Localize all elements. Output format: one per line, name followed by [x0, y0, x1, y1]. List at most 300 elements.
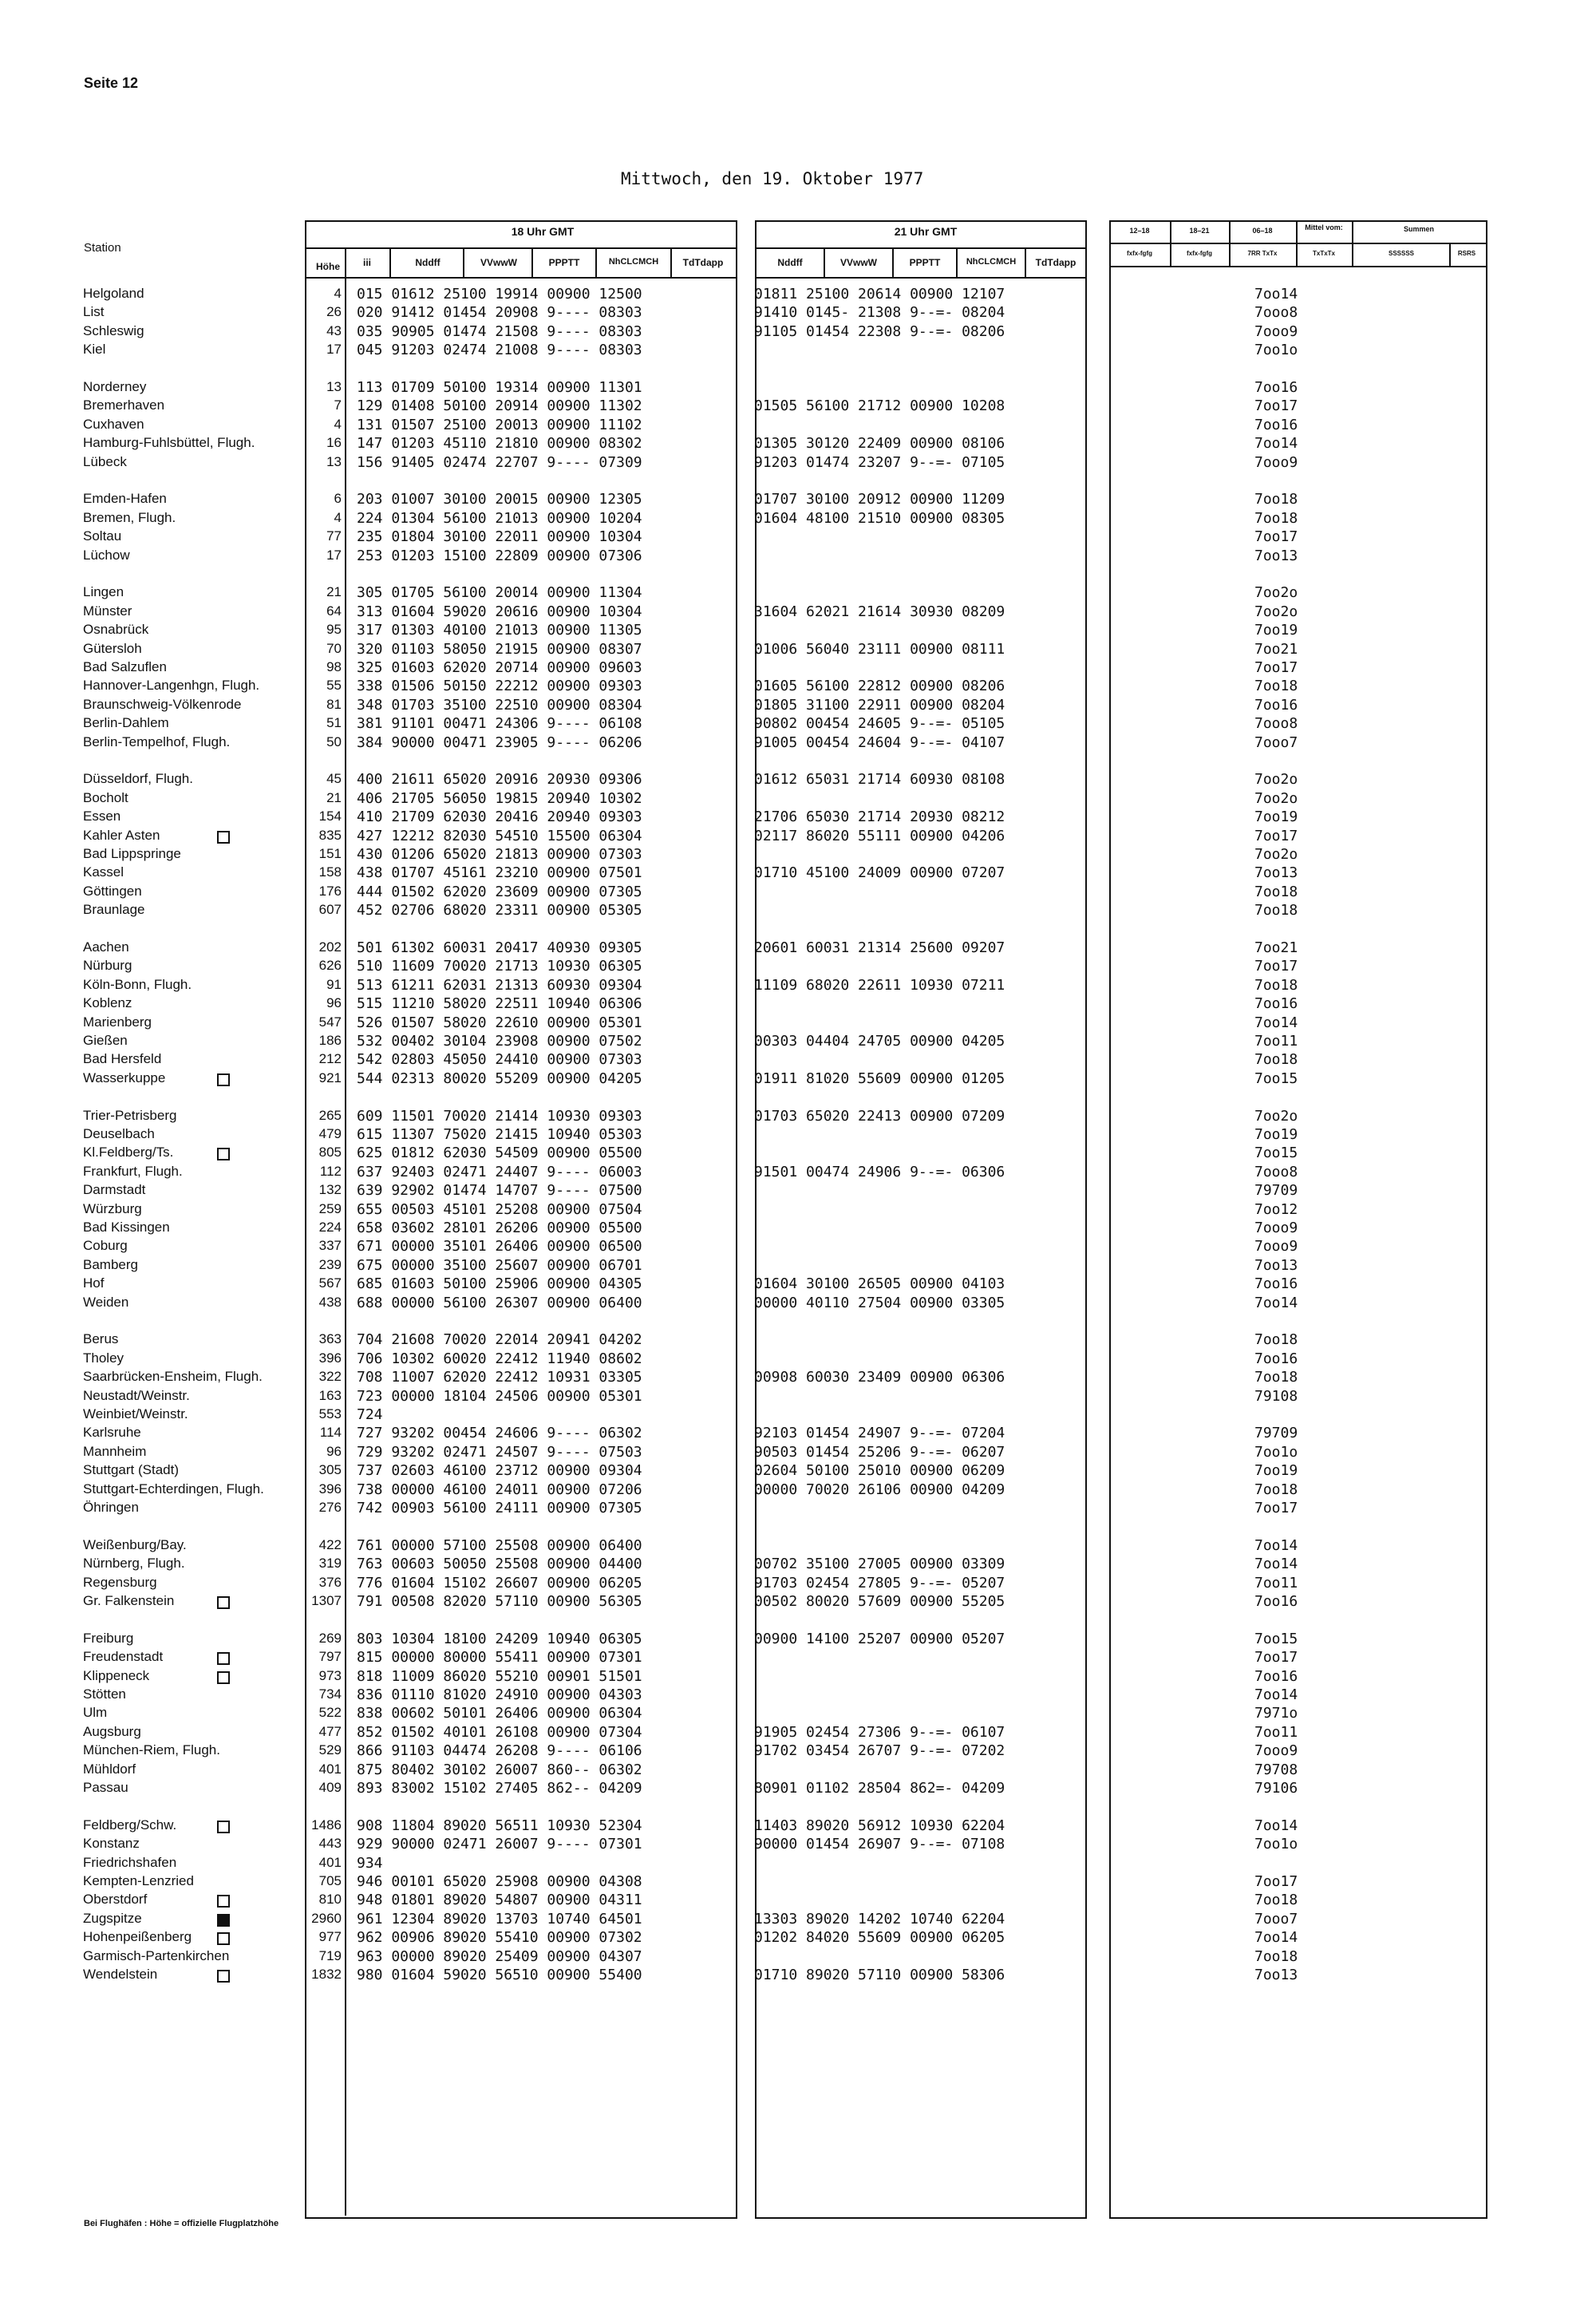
- obs-21-utc: 11403 89020 56912 10930 62204: [754, 1817, 1005, 1834]
- obs-21-utc: 01505 56100 21712 00900 10208: [754, 397, 1005, 415]
- mittel-value: 7oo12: [1254, 1200, 1298, 1218]
- obs-18-utc: 410 21709 62030 20416 20940 09303: [357, 809, 642, 826]
- mittel-value: 7oo2o: [1254, 789, 1298, 807]
- obs-18-utc: 737 02603 46100 23712 00900 09304: [357, 1462, 642, 1480]
- obs-18-utc: 704 21608 70020 22014 20941 04202: [357, 1331, 642, 1349]
- station-height: 112: [319, 1163, 342, 1179]
- obs-21-utc: 90000 01454 26907 9--=- 07108: [754, 1836, 1005, 1853]
- station-height: 921: [318, 1069, 342, 1085]
- table-row: [0, 1182, 1596, 1200]
- station-name: Weinbiet/Weinstr.: [83, 1406, 188, 1421]
- station-height: 4: [334, 509, 342, 525]
- mittel-value: 7oo16: [1254, 1593, 1298, 1610]
- mittel-value: 7oo19: [1254, 809, 1298, 826]
- station-name: Lübeck: [83, 453, 127, 469]
- obs-18-utc: 637 92403 02471 24407 9---- 06003: [357, 1163, 642, 1180]
- obs-18-utc: 946 00101 65020 25908 00900 04308: [357, 1873, 642, 1890]
- group-21-header: 21 Uhr GMT: [894, 225, 958, 238]
- obs-21-utc: 91105 01454 22308 9--=- 08206: [754, 322, 1005, 340]
- mittel-value: 7oo1o: [1254, 1836, 1298, 1853]
- mittel-value: 7oo19: [1254, 622, 1298, 639]
- station-height: 6: [334, 491, 342, 507]
- mittel-value: 7oo16: [1254, 416, 1298, 433]
- table-row: [0, 1911, 1596, 1929]
- station-height: 132: [318, 1182, 342, 1198]
- empty-square-icon: [217, 1895, 230, 1908]
- station-height: 1486: [311, 1817, 342, 1833]
- empty-square-icon: [217, 831, 230, 844]
- obs-18-utc: 609 11501 70020 21414 10930 09303: [357, 1107, 642, 1125]
- rule: [595, 247, 597, 277]
- table-row: [0, 1705, 1596, 1723]
- table-row: [0, 510, 1596, 528]
- mittel-value: 7oo11: [1254, 1033, 1298, 1050]
- station-height: 396: [318, 1481, 342, 1496]
- mittel-value: 7oo15: [1254, 1069, 1298, 1087]
- obs-18-utc: 791 00508 82020 57110 00900 56305: [357, 1593, 642, 1610]
- mittel-value: 7oo18: [1254, 1051, 1298, 1069]
- obs-21-utc: 01006 56040 23111 00900 08111: [754, 640, 1005, 658]
- mittel-value: 7oo16: [1254, 1350, 1298, 1367]
- obs-21-utc: 00908 60030 23409 00900 06306: [754, 1369, 1005, 1386]
- station-height: 43: [326, 322, 342, 338]
- station-height: 154: [318, 809, 342, 824]
- station-name: Mannheim: [83, 1443, 147, 1459]
- station-height: 1307: [311, 1593, 342, 1608]
- station-name: Zugspitze: [83, 1910, 142, 1926]
- rule: [463, 247, 464, 277]
- mittel-value: 7oo13: [1254, 864, 1298, 882]
- table-row: [0, 1873, 1596, 1892]
- obs-21-utc: 00502 80020 57609 00900 55205: [754, 1593, 1005, 1610]
- mittel-value: 7oo2o: [1254, 584, 1298, 602]
- obs-18-utc: 724: [357, 1406, 383, 1423]
- station-name: Köln-Bonn, Flugh.: [83, 976, 192, 992]
- station-height: 64: [326, 603, 342, 619]
- obs-18-utc: 738 00000 46100 24011 00900 07206: [357, 1481, 642, 1498]
- station-name: Cuxhaven: [83, 416, 144, 432]
- station-name: Berlin-Tempelhof, Flugh.: [83, 733, 231, 749]
- mittel-value: 7oo1o: [1254, 342, 1298, 359]
- table-row: [0, 1126, 1596, 1145]
- obs-18-utc: 655 00503 45101 25208 00900 07504: [357, 1200, 642, 1218]
- table-row: [0, 622, 1596, 640]
- table-row: [0, 995, 1596, 1014]
- obs-18-utc: 838 00602 50101 26406 00900 06304: [357, 1705, 642, 1722]
- obs-21-utc: 13303 89020 14202 10740 62204: [754, 1910, 1005, 1927]
- table-row: [0, 715, 1596, 733]
- obs-21-utc: 91005 00454 24604 9--=- 04107: [754, 733, 1005, 751]
- station-height: 259: [318, 1200, 342, 1216]
- table-row: [0, 1649, 1596, 1667]
- mittel-value: 7oo18: [1254, 678, 1298, 695]
- obs-18-utc: 035 90905 01474 21508 9---- 08303: [357, 322, 642, 340]
- obs-18-utc: 776 01604 15102 26607 00900 06205: [357, 1574, 642, 1591]
- mittel-value: 7oo17: [1254, 1649, 1298, 1666]
- station-height: 96: [326, 1443, 342, 1459]
- obs-21-utc: 31604 62021 21614 30930 08209: [754, 603, 1005, 620]
- empty-square-icon: [217, 1148, 230, 1160]
- obs-18-utc: 532 00402 30104 23908 00900 07502: [357, 1033, 642, 1050]
- station-height: 51: [326, 715, 342, 731]
- station-height: 479: [318, 1126, 342, 1141]
- station-name: Lingen: [83, 584, 124, 600]
- mittel-value: 7ooo8: [1254, 1163, 1298, 1180]
- table-row: [0, 1686, 1596, 1705]
- station-name: Marienberg: [83, 1014, 152, 1030]
- table-row: [0, 323, 1596, 342]
- obs-18-utc: 444 01502 62020 23609 00900 07305: [357, 883, 642, 900]
- station-height: 337: [318, 1238, 342, 1254]
- station-height: 319: [318, 1556, 342, 1572]
- station-height: 45: [326, 771, 342, 787]
- station-name: Friedrichshafen: [83, 1854, 177, 1870]
- obs-21-utc: 01911 81020 55609 00900 01205: [754, 1069, 1005, 1087]
- table-row: [0, 286, 1596, 304]
- station-name: Trier-Petrisberg: [83, 1107, 177, 1123]
- empty-square-icon: [217, 1652, 230, 1665]
- station-name: Tholey: [83, 1350, 124, 1366]
- station-height: 55: [326, 678, 342, 694]
- table-row: [0, 1257, 1596, 1275]
- table-row: [0, 1593, 1596, 1611]
- mittel-value: 7oo2o: [1254, 603, 1298, 620]
- report-date: Mittwoch, den 19. Oktober 1977: [621, 169, 924, 188]
- station-name: Bremerhaven: [83, 397, 165, 413]
- obs-18-utc: 430 01206 65020 21813 00900 07303: [357, 846, 642, 863]
- table-row: [0, 1108, 1596, 1126]
- obs-21-utc: 21706 65030 21714 20930 08212: [754, 809, 1005, 826]
- hoehe-header: Höhe: [316, 261, 340, 272]
- mittel-value: 7ooo8: [1254, 715, 1298, 733]
- station-name: Kl.Feldberg/Ts.: [83, 1145, 174, 1160]
- station-name: Kiel: [83, 342, 106, 358]
- obs-18-utc: 338 01506 50150 22212 00900 09303: [357, 678, 642, 695]
- obs-21-utc: 91702 03454 26707 9--=- 07202: [754, 1742, 1005, 1760]
- station-name: Berus: [83, 1331, 119, 1347]
- station-height: 224: [318, 1220, 342, 1235]
- obs-21-utc: 91410 0145- 21308 9--=- 08204: [754, 304, 1005, 322]
- station-name: Braunlage: [83, 902, 145, 918]
- table-row: [0, 1369, 1596, 1387]
- station-name: Wendelstein: [83, 1967, 158, 1982]
- mittel-value: 7oo17: [1254, 958, 1298, 975]
- obs-18-utc: 381 91101 00471 24306 9---- 06108: [357, 715, 642, 733]
- station-height: 401: [318, 1761, 342, 1777]
- station-height: 529: [318, 1742, 342, 1758]
- rule: [670, 247, 672, 277]
- obs-18-utc: 203 01007 30100 20015 00900 12305: [357, 491, 642, 508]
- obs-18-utc: 510 11609 70020 21713 10930 06305: [357, 958, 642, 975]
- station-name: Koblenz: [83, 995, 132, 1011]
- station-name: Konstanz: [83, 1836, 140, 1852]
- mittel-value: 7ooo9: [1254, 1238, 1298, 1255]
- station-height: 176: [318, 883, 342, 899]
- mittel-value: 7oo14: [1254, 1817, 1298, 1834]
- station-name: Essen: [83, 809, 121, 824]
- table-row: [0, 548, 1596, 566]
- mittel-value: 7971o: [1254, 1705, 1298, 1722]
- table-row: [0, 1481, 1596, 1500]
- mittel-value: 7oo14: [1254, 1556, 1298, 1573]
- obs-18-utc: 875 80402 30102 26007 860-- 06302: [357, 1761, 642, 1778]
- obs-18-utc: 658 03602 28101 26206 00900 05500: [357, 1220, 642, 1236]
- table-row: [0, 1836, 1596, 1854]
- obs-18-utc: 866 91103 04474 26208 9---- 06106: [357, 1742, 642, 1760]
- sub-r: RSRS: [1457, 250, 1476, 257]
- station-height: 77: [326, 528, 342, 544]
- g0618: 06–18: [1252, 227, 1273, 235]
- station-height: 21: [326, 584, 342, 600]
- station-name: Bamberg: [83, 1256, 138, 1272]
- station-name: Bad Salzuflen: [83, 659, 167, 674]
- obs-21-utc: 01604 48100 21510 00900 08305: [754, 509, 1005, 527]
- table-row: [0, 1331, 1596, 1350]
- table-row: [0, 1220, 1596, 1238]
- mittel-value: 7oo18: [1254, 1369, 1298, 1386]
- obs-21-utc: 01811 25100 20614 00900 12107: [754, 286, 1005, 302]
- obs-18-utc: 639 92902 01474 14707 9---- 07500: [357, 1182, 642, 1200]
- station-name: Kahler Asten: [83, 827, 160, 843]
- station-height: 158: [318, 864, 342, 880]
- station-height: 567: [318, 1275, 342, 1291]
- station-name: Göttingen: [83, 883, 142, 899]
- obs-21-utc: 01605 56100 22812 00900 08206: [754, 678, 1005, 695]
- station-name: Braunschweig-Völkenrode: [83, 696, 242, 712]
- station-height: 363: [318, 1331, 342, 1347]
- station-height: 1832: [311, 1967, 342, 1982]
- obs-21-utc: 00900 14100 25207 00900 05207: [754, 1630, 1005, 1647]
- mittel-value: 7ooo8: [1254, 304, 1298, 322]
- table-row: [0, 846, 1596, 864]
- obs-21-utc: 01202 84020 55609 00900 06205: [754, 1929, 1005, 1947]
- sub-1218: fxfx-fgfg: [1127, 250, 1152, 257]
- obs-18-utc: 963 00000 89020 25409 00900 04307: [357, 1947, 642, 1965]
- station-name: Weiden: [83, 1294, 129, 1310]
- station-name: Gr. Falkenstein: [83, 1593, 175, 1608]
- table-row: [0, 1780, 1596, 1798]
- station-name: Kassel: [83, 864, 124, 880]
- table-row: [0, 1070, 1596, 1089]
- page-number: Seite 12: [84, 75, 139, 91]
- station-height: 835: [318, 827, 342, 843]
- empty-square-icon: [217, 1970, 230, 1983]
- station-name: Emden-Hafen: [83, 491, 167, 507]
- obs-18-utc: 501 61302 60031 20417 40930 09305: [357, 939, 642, 956]
- station-name: Garmisch-Partenkirchen: [83, 1947, 230, 1963]
- station-name: Nürnberg, Flugh.: [83, 1556, 185, 1572]
- obs-21-utc: 01703 65020 22413 00900 07209: [754, 1107, 1005, 1125]
- station-name: Münster: [83, 603, 132, 619]
- station-name: Feldberg/Schw.: [83, 1817, 177, 1833]
- obs-18-utc: 852 01502 40101 26108 00900 07304: [357, 1723, 642, 1741]
- station-height: 17: [326, 547, 342, 563]
- mittel-value: 79708: [1254, 1761, 1298, 1778]
- station-name: Öhringen: [83, 1500, 139, 1515]
- table-row: [0, 1275, 1596, 1294]
- footer-note: Bei Flughäfen : Höhe = offizielle Flugplatzhöhe: [84, 2219, 279, 2228]
- station-name: Soltau: [83, 528, 122, 544]
- table-row: [0, 1051, 1596, 1069]
- table-row: [0, 884, 1596, 902]
- col-tdtdapp-21: TdTdapp: [1035, 257, 1077, 268]
- col-nhclcmch-18: NhCLCMCH: [608, 257, 659, 267]
- obs-18-utc: 962 00906 89020 55410 00900 07302: [357, 1929, 642, 1947]
- station-height: 151: [318, 846, 342, 861]
- mittel-value: 7oo18: [1254, 1892, 1298, 1909]
- table-row: [0, 1164, 1596, 1182]
- table-row: [0, 1238, 1596, 1256]
- obs-18-utc: 526 01507 58020 22610 00900 05301: [357, 1014, 642, 1031]
- station-height: 705: [318, 1873, 342, 1888]
- sub-mittel: TxTxTx: [1312, 250, 1335, 257]
- station-height: 17: [326, 342, 342, 358]
- table-row: [0, 1742, 1596, 1761]
- table-row: [0, 1462, 1596, 1481]
- station-height: 276: [318, 1500, 342, 1515]
- col-ppptt-21: PPPTT: [909, 257, 941, 268]
- group-18-header: 18 Uhr GMT: [511, 225, 575, 238]
- mittel-value: 7oo13: [1254, 547, 1298, 564]
- mittel-value: 7oo14: [1254, 1536, 1298, 1554]
- table-row: [0, 1014, 1596, 1033]
- station-height: 797: [318, 1649, 342, 1665]
- obs-21-utc: 01805 31100 22911 00900 08204: [754, 696, 1005, 714]
- station-height: 114: [319, 1425, 342, 1441]
- station-name: Helgoland: [83, 286, 144, 301]
- obs-18-utc: 015 01612 25100 19914 00900 12500: [357, 286, 642, 302]
- obs-21-utc: 01707 30100 20912 00900 11209: [754, 491, 1005, 508]
- station-name: Hof: [83, 1275, 105, 1291]
- col-iii: iii: [362, 257, 371, 268]
- table-row: [0, 1929, 1596, 1947]
- station-height: 522: [318, 1705, 342, 1721]
- obs-18-utc: 908 11804 89020 56511 10930 52304: [357, 1817, 642, 1834]
- table-row: [0, 397, 1596, 416]
- obs-18-utc: 929 90000 02471 26007 9---- 07301: [357, 1836, 642, 1853]
- station-name: Gütersloh: [83, 640, 142, 656]
- col-ppptt-18: PPPTT: [548, 257, 580, 268]
- obs-21-utc: 01604 30100 26505 00900 04103: [754, 1275, 1005, 1293]
- table-row: [0, 1855, 1596, 1873]
- obs-18-utc: 742 00903 56100 24111 00900 07305: [357, 1500, 642, 1516]
- obs-18-utc: 113 01709 50100 19314 00900 11301: [357, 379, 642, 396]
- table-row: [0, 734, 1596, 753]
- station-height: 376: [318, 1574, 342, 1590]
- table-row: [0, 1033, 1596, 1051]
- obs-18-utc: 438 01707 45161 23210 00900 07501: [357, 864, 642, 882]
- mittel-value: 7ooo9: [1254, 1742, 1298, 1760]
- station-name: Stötten: [83, 1686, 126, 1702]
- station-height: 973: [318, 1667, 342, 1683]
- obs-18-utc: 729 93202 02471 24507 9---- 07503: [357, 1443, 642, 1461]
- table-row: [0, 1350, 1596, 1369]
- mittel-value: 7oo14: [1254, 286, 1298, 302]
- station-height: 396: [318, 1350, 342, 1366]
- table-row: [0, 379, 1596, 397]
- obs-18-utc: 313 01604 59020 20616 00900 10304: [357, 603, 642, 620]
- mittel-value: 7ooo7: [1254, 733, 1298, 751]
- mittel-value: 7oo16: [1254, 995, 1298, 1013]
- col-tdtdapp-18: TdTdapp: [682, 257, 724, 268]
- table-row: [0, 1967, 1596, 1985]
- station-height: 91: [326, 976, 342, 992]
- station-name: Lüchow: [83, 547, 130, 563]
- sub-1821: fxfx-fgfg: [1187, 250, 1212, 257]
- mittel-value: 7ooo9: [1254, 1220, 1298, 1236]
- mittel-value: 7oo15: [1254, 1630, 1298, 1647]
- station-height: 265: [318, 1107, 342, 1123]
- obs-21-utc: 01710 45100 24009 00900 07207: [754, 864, 1005, 882]
- mittel-value: 7oo11: [1254, 1574, 1298, 1591]
- table-row: [0, 864, 1596, 883]
- station-height: 477: [318, 1723, 342, 1739]
- obs-18-utc: 045 91203 02474 21008 9---- 08303: [357, 342, 642, 359]
- obs-18-utc: 688 00000 56100 26307 00900 06400: [357, 1294, 642, 1311]
- station-height: 805: [318, 1145, 342, 1160]
- station-height: 98: [326, 659, 342, 674]
- station-name: Weißenburg/Bay.: [83, 1536, 187, 1552]
- obs-21-utc: 91703 02454 27805 9--=- 05207: [754, 1574, 1005, 1591]
- station-height: 16: [326, 435, 342, 451]
- mittel-value: 7oo14: [1254, 435, 1298, 453]
- obs-18-utc: 384 90000 00471 23905 9---- 06206: [357, 733, 642, 751]
- obs-18-utc: 934: [357, 1854, 383, 1872]
- table-row: [0, 491, 1596, 509]
- mittel-value: 7oo18: [1254, 491, 1298, 508]
- rule: [1109, 243, 1486, 244]
- obs-18-utc: 675 00000 35100 25607 00900 06701: [357, 1256, 642, 1274]
- table-row: [0, 1948, 1596, 1967]
- mittel-value: 7oo21: [1254, 939, 1298, 956]
- table-row: [0, 697, 1596, 715]
- obs-18-utc: 400 21611 65020 20916 20930 09306: [357, 771, 642, 789]
- station-height: 2960: [311, 1910, 342, 1926]
- station-name: Freudenstadt: [83, 1649, 164, 1665]
- mittel-value: 7oo18: [1254, 976, 1298, 994]
- obs-18-utc: 685 01603 50100 25906 00900 04305: [357, 1275, 642, 1293]
- obs-18-utc: 625 01812 62030 54509 00900 05500: [357, 1145, 642, 1162]
- table-row: [0, 902, 1596, 920]
- station-name: Mühldorf: [83, 1761, 136, 1777]
- table-row: [0, 528, 1596, 547]
- station-height: 626: [318, 958, 342, 974]
- table-row: [0, 417, 1596, 435]
- table-row: [0, 641, 1596, 659]
- g1821: 18–21: [1189, 227, 1210, 235]
- mittel-value: 7oo11: [1254, 1723, 1298, 1741]
- station-name: Norderney: [83, 379, 147, 394]
- obs-21-utc: 91905 02454 27306 9--=- 06107: [754, 1723, 1005, 1741]
- station-name: Kempten-Lenzried: [83, 1873, 194, 1888]
- mittel-value: 7oo2o: [1254, 1107, 1298, 1125]
- obs-21-utc: 00303 04404 24705 00900 04205: [754, 1033, 1005, 1050]
- mittel-value: 79709: [1254, 1182, 1298, 1200]
- station-height: 422: [318, 1536, 342, 1552]
- station-height: 4: [334, 416, 342, 432]
- mittel-value: 7oo17: [1254, 659, 1298, 676]
- mittel-value: 7oo13: [1254, 1967, 1298, 1983]
- obs-21-utc: 11109 68020 22611 10930 07211: [754, 976, 1005, 994]
- station-name: Bad Hersfeld: [83, 1051, 162, 1067]
- station-name: Nürburg: [83, 958, 132, 974]
- station-height: 4: [334, 286, 342, 301]
- station-name: Wasserkuppe: [83, 1069, 166, 1085]
- obs-18-utc: 156 91405 02474 22707 9---- 07309: [357, 453, 642, 471]
- station-height: 212: [318, 1051, 342, 1067]
- empty-square-icon: [217, 1932, 230, 1945]
- empty-square-icon: [217, 1073, 230, 1086]
